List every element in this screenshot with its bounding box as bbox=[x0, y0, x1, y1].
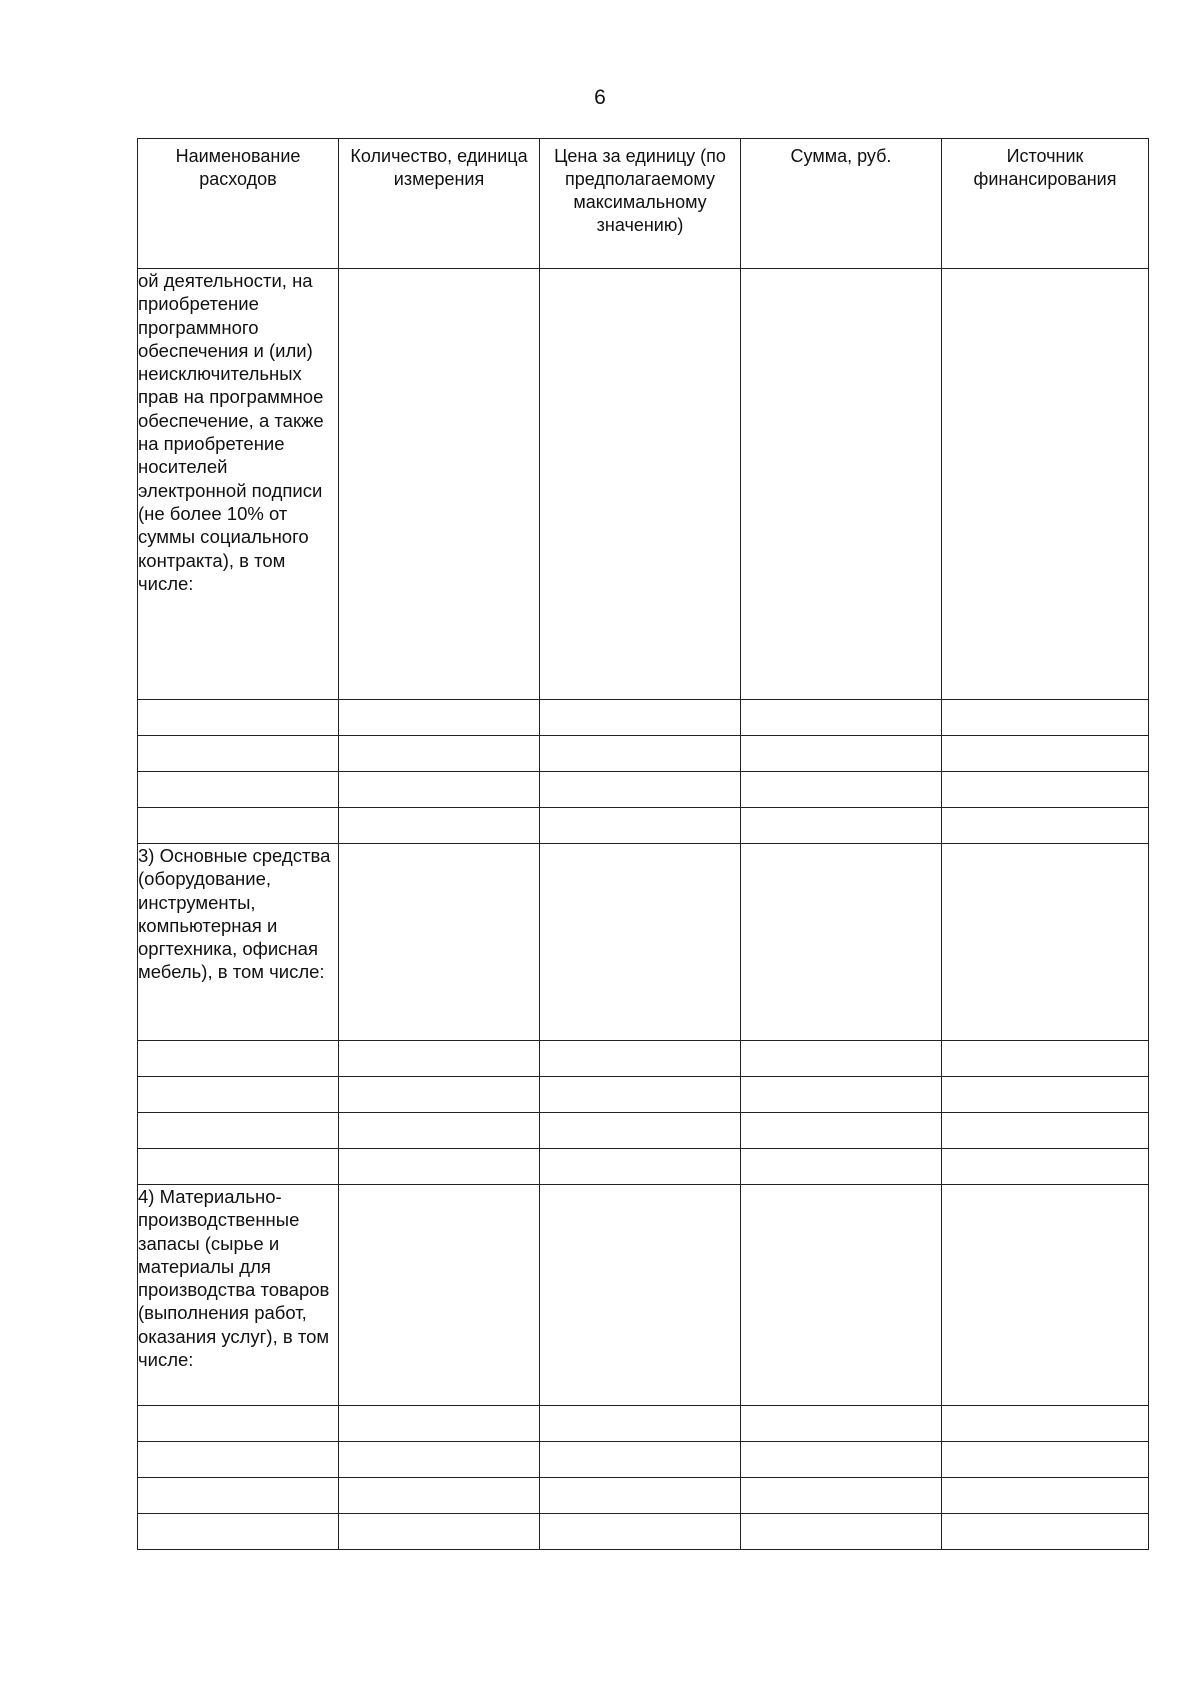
table-cell[interactable] bbox=[540, 1442, 741, 1478]
table-cell[interactable] bbox=[942, 1041, 1149, 1077]
table-cell[interactable] bbox=[942, 1514, 1149, 1550]
table-cell[interactable] bbox=[741, 1185, 942, 1406]
table-cell[interactable] bbox=[942, 772, 1149, 808]
table-cell[interactable] bbox=[138, 736, 339, 772]
category-label: 3) Основные средства (оборудование, инструменты, компьютерная и оргтехника, офисная мебель), в том числе: bbox=[138, 844, 339, 1041]
table-cell[interactable] bbox=[339, 1185, 540, 1406]
table-cell[interactable] bbox=[339, 700, 540, 736]
table-cell[interactable] bbox=[942, 269, 1149, 700]
table-cell[interactable] bbox=[339, 1442, 540, 1478]
table-cell[interactable] bbox=[540, 736, 741, 772]
table-cell[interactable] bbox=[741, 700, 942, 736]
table-cell[interactable] bbox=[540, 1185, 741, 1406]
table-cell[interactable] bbox=[942, 1077, 1149, 1113]
table-cell[interactable] bbox=[339, 1514, 540, 1550]
table-cell[interactable] bbox=[540, 1406, 741, 1442]
table-cell[interactable] bbox=[741, 269, 942, 700]
table-cell[interactable] bbox=[741, 844, 942, 1041]
table-cell[interactable] bbox=[138, 1478, 339, 1514]
header-funding-source: Источник финансирования bbox=[942, 139, 1149, 269]
table-cell[interactable] bbox=[339, 1478, 540, 1514]
table-cell[interactable] bbox=[741, 1113, 942, 1149]
page-number: 6 bbox=[594, 86, 606, 109]
table-cell[interactable] bbox=[339, 844, 540, 1041]
table-cell[interactable] bbox=[540, 1149, 741, 1185]
table-cell[interactable] bbox=[339, 1077, 540, 1113]
table-cell[interactable] bbox=[540, 1041, 741, 1077]
table-row bbox=[138, 1478, 1149, 1514]
table-cell[interactable] bbox=[942, 1149, 1149, 1185]
table-cell[interactable] bbox=[540, 269, 741, 700]
table-cell[interactable] bbox=[339, 772, 540, 808]
table-cell[interactable] bbox=[942, 700, 1149, 736]
category-row bbox=[138, 1185, 1149, 1406]
table-row bbox=[138, 736, 1149, 772]
table-cell[interactable] bbox=[138, 700, 339, 736]
table-cell[interactable] bbox=[942, 1185, 1149, 1406]
table-cell[interactable] bbox=[942, 1406, 1149, 1442]
table-cell[interactable] bbox=[540, 1514, 741, 1550]
table-cell[interactable] bbox=[138, 1113, 339, 1149]
table-cell[interactable] bbox=[339, 808, 540, 844]
table-cell[interactable] bbox=[138, 772, 339, 808]
table-row bbox=[138, 1442, 1149, 1478]
table-cell[interactable] bbox=[942, 736, 1149, 772]
table-cell[interactable] bbox=[741, 772, 942, 808]
table-cell[interactable] bbox=[339, 736, 540, 772]
header-unit-price: Цена за единицу (по предполагаемому максимальному значению) bbox=[540, 139, 741, 269]
table-cell[interactable] bbox=[942, 1442, 1149, 1478]
table-cell[interactable] bbox=[138, 1514, 339, 1550]
table-row bbox=[138, 1041, 1149, 1077]
table-cell[interactable] bbox=[741, 1478, 942, 1514]
table-row bbox=[138, 1113, 1149, 1149]
header-expense-name: Наименование расходов bbox=[138, 139, 339, 269]
table-row bbox=[138, 1406, 1149, 1442]
category-row bbox=[138, 269, 1149, 700]
table-cell[interactable] bbox=[540, 772, 741, 808]
table-cell[interactable] bbox=[138, 1442, 339, 1478]
table-cell[interactable] bbox=[741, 808, 942, 844]
table-cell[interactable] bbox=[339, 1406, 540, 1442]
table-cell[interactable] bbox=[540, 700, 741, 736]
header-sum: Сумма, руб. bbox=[741, 139, 942, 269]
header-row bbox=[138, 139, 1149, 269]
table-cell[interactable] bbox=[339, 1113, 540, 1149]
table-cell[interactable] bbox=[540, 808, 741, 844]
category-label: ой деятельности, на приобретение программного обеспечения и (или) неисключительных прав на программное обеспечение, а также на приобретение носителей электронной подписи (не более 10% от суммы социального контракта), в том числе: bbox=[138, 269, 339, 700]
table-cell[interactable] bbox=[741, 1406, 942, 1442]
table-row bbox=[138, 700, 1149, 736]
table-cell[interactable] bbox=[942, 844, 1149, 1041]
table-cell[interactable] bbox=[138, 1077, 339, 1113]
table-row bbox=[138, 808, 1149, 844]
table-cell[interactable] bbox=[138, 1149, 339, 1185]
table-cell[interactable] bbox=[540, 844, 741, 1041]
table-cell[interactable] bbox=[138, 1041, 339, 1077]
table-cell[interactable] bbox=[741, 1041, 942, 1077]
table-cell[interactable] bbox=[741, 1514, 942, 1550]
table-row bbox=[138, 1149, 1149, 1185]
header-quantity-unit: Количество, единица измерения bbox=[339, 139, 540, 269]
table-cell[interactable] bbox=[339, 269, 540, 700]
table-cell[interactable] bbox=[540, 1077, 741, 1113]
table-cell[interactable] bbox=[942, 808, 1149, 844]
table-cell[interactable] bbox=[741, 1442, 942, 1478]
table-row bbox=[138, 772, 1149, 808]
table-cell[interactable] bbox=[942, 1478, 1149, 1514]
table-cell[interactable] bbox=[540, 1478, 741, 1514]
table-row bbox=[138, 1077, 1149, 1113]
category-label: 4) Материально-производственные запасы (сырье и материалы для производства товаров (выполнения работ, оказания услуг), в том числе: bbox=[138, 1185, 339, 1406]
table-cell[interactable] bbox=[339, 1041, 540, 1077]
table-cell[interactable] bbox=[741, 1149, 942, 1185]
table-cell[interactable] bbox=[942, 1113, 1149, 1149]
table-cell[interactable] bbox=[138, 1406, 339, 1442]
table-cell[interactable] bbox=[741, 1077, 942, 1113]
category-row bbox=[138, 844, 1149, 1041]
table-cell[interactable] bbox=[138, 808, 339, 844]
table-row bbox=[138, 1514, 1149, 1550]
expense-table bbox=[137, 138, 1149, 1550]
table-cell[interactable] bbox=[540, 1113, 741, 1149]
table-cell[interactable] bbox=[339, 1149, 540, 1185]
table-cell[interactable] bbox=[741, 736, 942, 772]
